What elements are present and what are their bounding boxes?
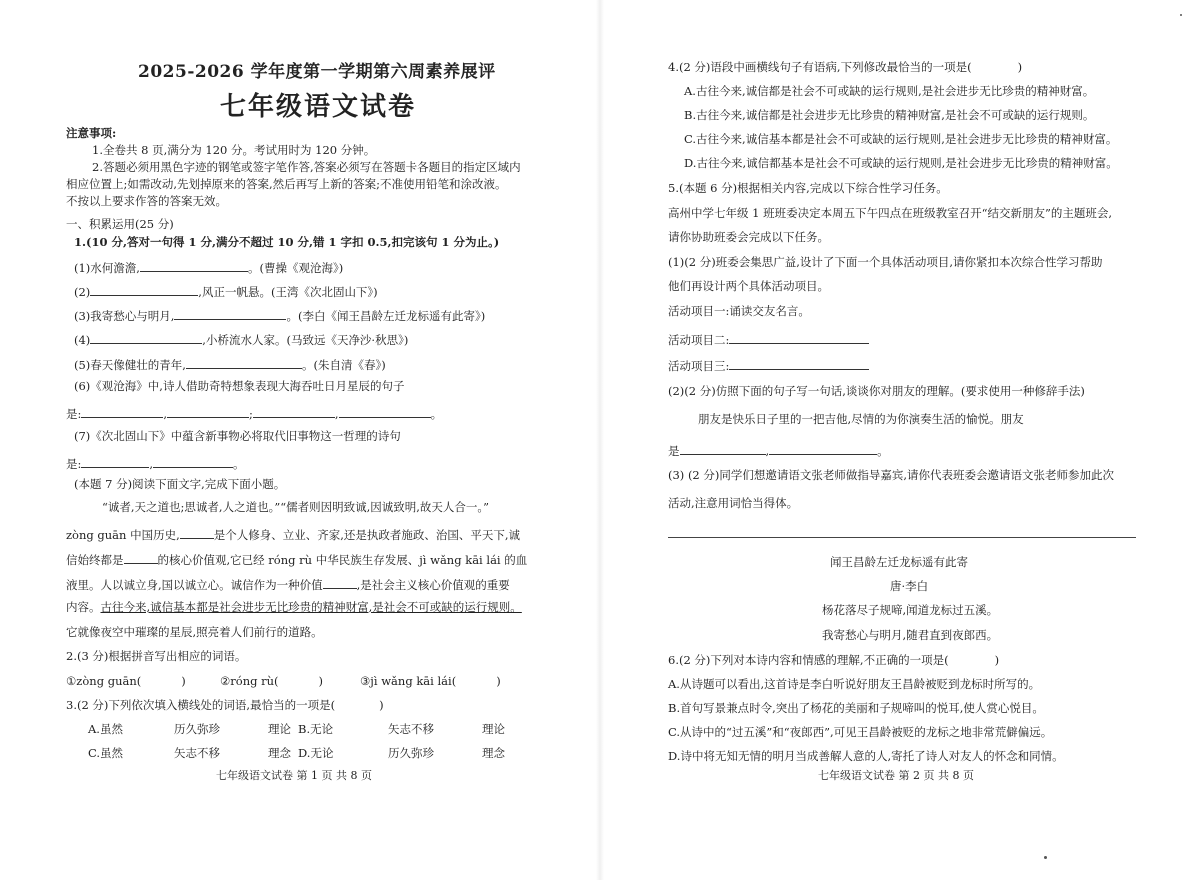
page-footer-left: 七年级语文试卷 第 1 页 共 8 页 [216,769,372,782]
answer-blank[interactable] [680,443,766,455]
poem-line-1: 杨花落尽子规啼,闻道龙标过五溪。 [822,603,999,617]
question-4: 4.(2 分)语段中画横线句子有语病,下列修改最恰当的一项是( ) [668,60,1023,74]
reading-intro: (本题 7 分)阅读下面文字,完成下面小题。 [74,477,286,491]
answer-blank[interactable] [153,456,233,468]
answer-blank[interactable] [769,443,877,455]
fill-line-7-answer: 是: , 。 [66,457,245,471]
answer-blank[interactable] [729,358,869,370]
option-a-word: 历久弥珍 [174,722,220,736]
q6-option-b[interactable]: B.首句写景兼点时令,突出了杨花的美丽和子规啼叫的悦耳,使人赏心悦目。 [668,701,1044,715]
answer-blank[interactable] [186,357,302,369]
answer-blank[interactable] [81,406,163,418]
exam-subtitle: 七年级语文试卷 [220,92,417,122]
answer-line[interactable] [668,537,1136,538]
question-3: 3.(2 分)下列依次填入横线处的词语,最恰当的一项是( ) [66,698,384,712]
passage-line-6: 它就像夜空中璀璨的星辰,照亮着人们前行的道路。 [66,625,323,639]
passage-line-5: 内容。古往今来,诚信基本都是社会进步无比珍贵的精神财富,是社会不可或缺的运行规则。 [66,600,522,614]
answer-blank[interactable] [140,260,248,272]
fill-line-7: (7)《次北固山下》中蕴含新事物必将取代旧事物这一哲理的诗句 [74,429,401,443]
option-c-word: 矢志不移 [174,746,220,760]
poem-title: 闻王昌龄左迁龙标遥有此寄 [830,555,968,569]
option-a-word: 理论 [268,722,291,736]
page-footer-right: 七年级语文试卷 第 2 页 共 8 页 [818,769,974,782]
question-2: 2.(3 分)根据拼音写出相应的词语。 [66,649,247,663]
fill-line-1: (1)水何澹澹, 。(曹操《观沧海》) [74,261,344,275]
note-2: 2.答题必须用黑色字迹的钢笔或签字笔作答,答案必须写在答题卡各题目的指定区域内 [92,160,521,174]
fill-line-6: (6)《观沧海》中,诗人借助奇特想象表现大海吞吐日月星辰的句子 [74,379,405,393]
pinyin-item-1: ①zòng guān( ) [66,674,186,688]
q4-option-b[interactable]: B.古往今来,诚信都是社会进步无比珍贵的精神财富,是社会不可或缺的运行规则。 [684,108,1095,122]
question-5: 5.(本题 6 分)根据相关内容,完成以下综合性学习任务。 [668,181,948,195]
q4-option-a[interactable]: A.古往今来,诚信都是社会不可或缺的运行规则,是社会进步无比珍贵的精神财富。 [684,84,1095,98]
passage-line-1: “诚者,天之道也;思诚者,人之道也。”“儒者则因明致诚,因诚致明,故天人合一。” [102,500,490,514]
answer-blank[interactable] [124,552,158,564]
pinyin-item-3: ③jì wǎng kāi lái( ) [360,674,501,688]
question-6: 6.(2 分)下列对本诗内容和情感的理解,不正确的一项是( ) [668,653,1000,667]
q5-sub-2-answer: 是 , 。 [668,444,889,458]
activity-3: 活动项目三: [668,358,869,373]
answer-blank[interactable] [323,577,357,589]
note-1: 1.全卷共 8 页,满分为 120 分。考试用时为 120 分钟。 [92,143,376,157]
activity-2: 活动项目二: [668,332,869,347]
scan-speck [1044,856,1047,859]
fill-line-5: (5)春天像健壮的青年, 。(朱自清《春》) [74,358,386,372]
activity-1: 活动项目一:诵读交友名言。 [668,304,810,318]
answer-blank[interactable] [81,456,149,468]
answer-blank[interactable] [253,406,335,418]
fill-line-4: (4) ,小桥流水人家。(马致远《天净沙·秋思》) [74,333,409,347]
q5-example: 朋友是快乐日子里的一把吉他,尽情的为你演奏生活的愉悦。朋友 [698,412,1024,426]
option-d-word: 历久弥珍 [388,746,434,760]
answer-blank[interactable] [729,332,869,344]
q5-context-2: 请你协助班委会完成以下任务。 [668,230,829,244]
fill-line-6-answer: 是: , ; , 。 [66,407,443,421]
q6-option-a[interactable]: A.从诗题可以看出,这首诗是李白听说好朋友王昌龄被贬到龙标时所写的。 [668,677,1041,691]
q6-option-d[interactable]: D.诗中将无知无情的明月当成善解人意的人,寄托了诗人对友人的怀念和同情。 [668,749,1064,763]
q5-sub-1: (1)(2 分)班委会集思广益,设计了下面一个具体活动项目,请你紧扣本次综合性学习帮助 [668,255,1103,269]
option-d[interactable]: D.无论 [298,746,334,760]
answer-blank[interactable] [90,332,202,344]
answer-blank[interactable] [174,308,286,320]
option-c[interactable]: C.虽然 [88,746,124,760]
question-1: 1.(10 分,答对一句得 1 分,满分不超过 10 分,错 1 字扣 0.5,扣完该句 1 分为止。) [74,235,500,249]
fill-line-3: (3)我寄愁心与明月, 。(李白《闻王昌龄左迁龙标遥有此寄》) [74,309,486,323]
q4-option-d[interactable]: D.古往今来,诚信都基本是社会不可或缺的运行规则,是社会进步无比珍贵的精神财富。 [684,156,1118,170]
poem-author: 唐·李白 [890,579,929,593]
exam-title: 2025-2026 学年度第一学期第六周素养展评 [138,62,496,82]
answer-blank[interactable] [339,406,431,418]
note-2-end: 不按以上要求作答的答案无效。 [66,194,227,208]
q5-sub-1-cont: 他们再设计两个具体活动项目。 [668,279,829,293]
answer-blank[interactable] [90,284,198,296]
option-b-word: 矢志不移 [388,722,434,736]
passage-line-2: zòng guān 中国历史, 是个人修身、立业、齐家,还是执政者施政、治国、平天下,诚 [66,528,521,542]
q5-sub-2: (2)(2 分)仿照下面的句子写一句话,谈谈你对朋友的理解。(要求使用一种修辞手法) [668,384,1085,398]
q4-option-c[interactable]: C.古往今来,诚信基本都是社会不可或缺的运行规则,是社会进步无比珍贵的精神财富。 [684,132,1118,146]
fill-line-2: (2) ,风正一帆悬。(王湾《次北固山下》) [74,285,378,299]
note-2-cont: 相应位置上;如需改动,先划掉原来的答案,然后再写上新的答案;不准使用铅笔和涂改液。 [66,177,507,191]
option-d-word: 理念 [482,746,505,760]
option-c-word: 理念 [268,746,291,760]
poem-line-2: 我寄愁心与明月,随君直到夜郎西。 [822,628,999,642]
pinyin-item-2: ②róng rù( ) [220,674,324,688]
q5-sub-3-cont: 活动,注意用词恰当得体。 [668,496,799,510]
underlined-sentence: 古往今来,诚信基本都是社会进步无比珍贵的精神财富,是社会不可或缺的运行规则。 [100,600,522,614]
q5-context-1: 高州中学七年级 1 班班委决定本周五下午四点在班级教室召开“结交新朋友”的主题班会, [668,206,1113,220]
answer-blank[interactable] [167,406,249,418]
answer-blank[interactable] [180,527,214,539]
passage-line-3: 信始终都是 的核心价值观,它已经 róng rù 中华民族生存发展、jì wǎng kāi lái 的血 [66,553,528,567]
passage-line-4: 液里。人以诚立身,国以诚立心。诚信作为一种价值 ,是社会主义核心价值观的重要 [66,578,510,592]
section-heading: 一、积累运用(25 分) [66,217,174,231]
option-b[interactable]: B.无论 [298,722,334,736]
option-a[interactable]: A.虽然 [88,722,123,736]
q6-option-c[interactable]: C.从诗中的“过五溪”和“夜郎西”,可见王昌龄被贬的龙标之地非常荒僻偏远。 [668,725,1053,739]
option-b-word: 理论 [482,722,505,736]
page-fold [596,0,604,880]
notes-heading: 注意事项: [66,126,117,140]
q5-sub-3: (3) (2 分)同学们想邀请语文张老师做指导嘉宾,请你代表班委会邀请语文张老师参加此次 [668,468,1115,482]
scan-speck [1180,14,1182,16]
